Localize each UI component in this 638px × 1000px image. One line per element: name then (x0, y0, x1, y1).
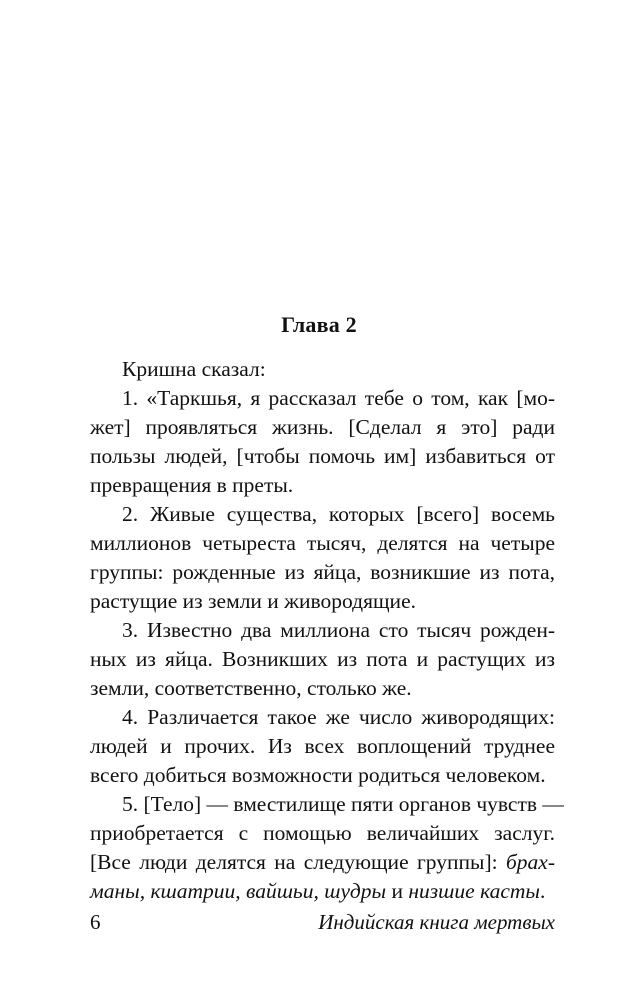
text-line-18-italic: брах- (505, 850, 555, 874)
chapter-heading: Глава 2 (281, 312, 357, 337)
text-line-17: приобретается с помощью величайших заслуг. (90, 821, 555, 845)
text-line-16: 5. [Тело] — вместилище пяти органов чувств — (122, 792, 564, 816)
text-line-10: 3. Известно два миллиона сто тысяч рожден- (122, 618, 555, 642)
text-line-19 (90, 877, 555, 906)
text-line-9: растущие из земли и живородящие. (90, 589, 416, 613)
text-line-19-normal: и (386, 879, 409, 903)
text-line-13: 4. Различается такое же число живородящих: (122, 705, 555, 729)
text-line-19-italic-b: низшие касты (408, 879, 540, 903)
text-line-15: всего добиться возможности родиться человеком. (90, 763, 546, 787)
text-line-1: Кришна сказал: (122, 357, 266, 381)
page-number: 6 (90, 910, 101, 934)
text-line-4: пользы людей, [чтобы помочь им] избавиться от (90, 444, 555, 468)
text-line-2: 1. «Таркшья, я рассказал тебе о том, как [мо- (122, 386, 555, 410)
text-line-11: ных из яйца. Возникших из пота и растущих из (90, 647, 555, 671)
text-line-6: 2. Живые существа, которых [всего] восемь (122, 502, 555, 526)
text-line-19-italic-a: маны, кшатрии, вайшьи, шудры (90, 879, 387, 903)
text-line-18-normal: [Все люди делятся на следующие группы]: (90, 850, 506, 874)
text-line-19-period: . (539, 879, 546, 903)
text-line-12: земли, соответственно, столько же. (90, 676, 412, 700)
text-line-7: миллионов четыреста тысяч, делятся на четыре (90, 531, 555, 555)
text-line-14: людей и прочих. Из всех воплощений труднее (90, 734, 555, 758)
text-line-5: превращения в преты. (90, 473, 294, 497)
page-footer (90, 910, 555, 935)
text-line-18 (90, 848, 555, 877)
chapter-body (90, 355, 564, 906)
text-line-3: жет] проявляться жизнь. [Сделал я это] ради (90, 415, 555, 439)
text-line-8: группы: рожденные из яйца, возникшие из пота, (90, 560, 555, 584)
running-title: Индийская книга мертвых (318, 910, 555, 934)
